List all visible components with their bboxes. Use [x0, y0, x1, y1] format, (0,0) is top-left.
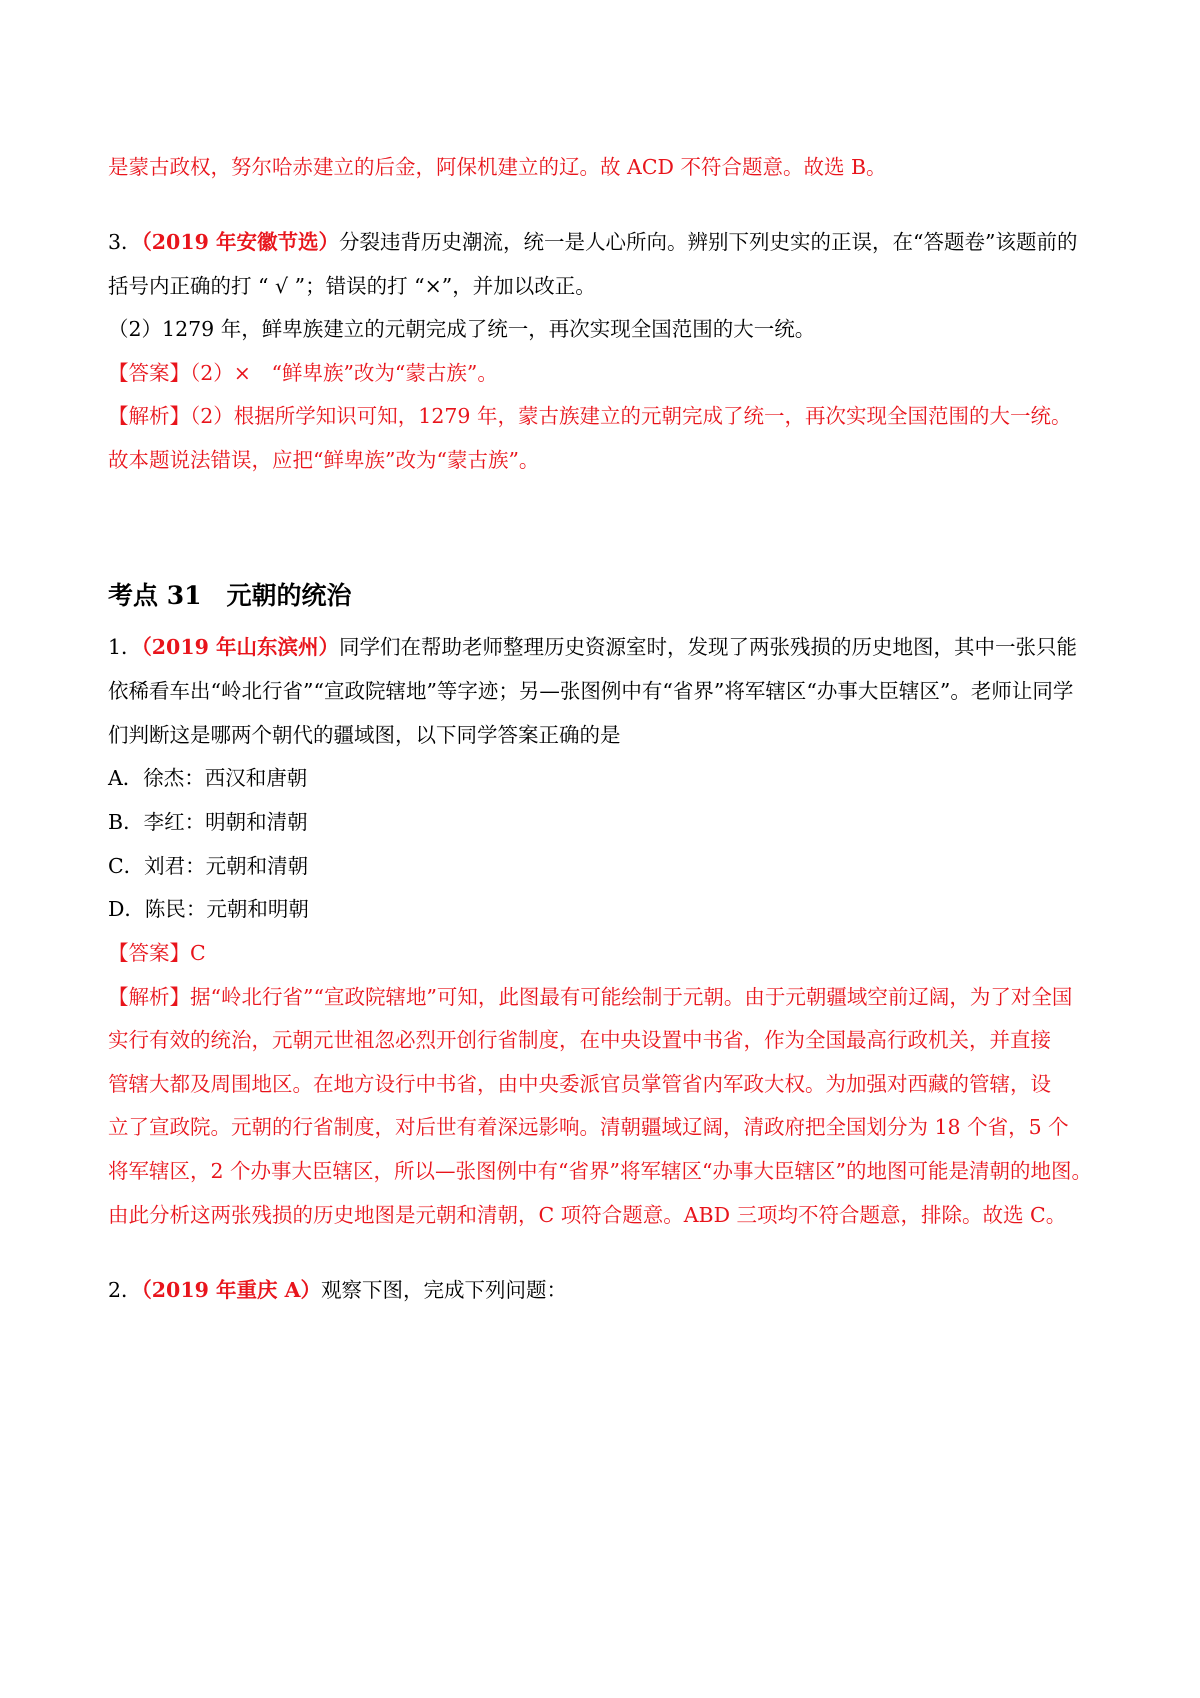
- question-1-analysis-line-6: 由此分析这两张残损的历史地图是元朝和清朝，C 项符合题意。ABD 三项均不符合题意，排除。故选 C。: [108, 1203, 1067, 1227]
- answer-text: C: [190, 941, 206, 965]
- question-stem-text: 观察下图，完成下列问题：: [321, 1278, 568, 1302]
- question-1-analysis-line-2: 实行有效的统治，元朝元世祖忽必烈开创行省制度，在中央设置中书省，作为全国最高行政机关，并直接: [108, 1028, 1051, 1052]
- answer-text: （2）× “鲜卑族”改为“蒙古族”。: [190, 361, 498, 385]
- question-3-analysis-line-1: [108, 401, 1071, 431]
- question-3-stem-line-1: [108, 227, 1077, 257]
- question-source: （2019 年重庆 A）: [141, 1278, 322, 1302]
- question-3-analysis-line-2: 故本题说法错误，应把“鲜卑族”改为“蒙古族”。: [108, 448, 540, 472]
- option-b: B．李红：明朝和清朝: [108, 810, 308, 834]
- analysis-text: （2）根据所学知识可知，1279 年，蒙古族建立的元朝完成了统一，再次实现全国范围的大一统。: [190, 404, 1072, 428]
- option-a: A．徐杰：西汉和唐朝: [108, 766, 308, 790]
- question-1-analysis-line-1: [108, 982, 1072, 1012]
- question-1-analysis-line-3: 管辖大都及周围地区。在地方设行中书省，由中央委派官员掌管省内军政大权。为加强对西藏的管辖，设: [108, 1072, 1051, 1096]
- question-1-stem-line-2: 依稀看车出“岭北行省”“宣政院辖地”等字迹；另—张图例中有“省界”将军辖区“办事大臣辖区”。老师让同学: [108, 679, 1074, 703]
- analysis-tag: 【解析】: [108, 404, 190, 428]
- question-number: 1．: [108, 635, 142, 659]
- question-3-item: （2）1279 年，鲜卑族建立的元朝完成了统一，再次实现全国范围的大一统。: [108, 317, 816, 341]
- option-d: D．陈民：元朝和明朝: [108, 897, 309, 921]
- previous-analysis-tail: 是蒙古政权，努尔哈赤建立的后金，阿保机建立的辽。故 ACD 不符合题意。故选 B。: [108, 155, 887, 179]
- question-1-answer: [108, 938, 206, 968]
- question-1-stem-line-1: [108, 632, 1077, 662]
- question-2-stem: [108, 1275, 567, 1305]
- analysis-text: 据“岭北行省”“宣政院辖地”可知，此图最有可能绘制于元朝。由于元朝疆域空前辽阔，为了对全国: [190, 985, 1073, 1009]
- section-title: 考点 31 元朝的统治: [108, 581, 352, 610]
- answer-tag: 【答案】: [108, 941, 190, 965]
- question-3-stem-line-2: 括号内正确的打 “ √ ”；错误的打 “×”，并加以改正。: [108, 274, 596, 298]
- question-number: 2．: [108, 1278, 142, 1302]
- question-number: 3．: [108, 230, 142, 254]
- question-1-analysis-line-5: 将军辖区，2 个办事大臣辖区，所以—张图例中有“省界”将军辖区“办事大臣辖区”的地图可能是清朝的地图。: [108, 1159, 1092, 1183]
- question-1-analysis-line-4: 立了宣政院。元朝的行省制度，对后世有着深远影响。清朝疆域辽阔，清政府把全国划分为 18 个省，5 个: [108, 1115, 1069, 1139]
- analysis-tag: 【解析】: [108, 985, 190, 1009]
- question-source: （2019 年安徽节选）: [141, 230, 339, 254]
- question-3-answer: [108, 358, 498, 388]
- question-stem-text: 同学们在帮助老师整理历史资源室时，发现了两张残损的历史地图，其中一张只能: [339, 635, 1077, 659]
- option-c: C．刘君：元朝和清朝: [108, 854, 309, 878]
- question-stem-text: 分裂违背历史潮流，统一是人心所向。辨别下列史实的正误，在“答题卷”该题前的: [339, 230, 1078, 254]
- question-source: （2019 年山东滨州）: [141, 635, 339, 659]
- question-1-stem-line-3: 们判断这是哪两个朝代的疆域图，以下同学答案正确的是: [108, 723, 621, 747]
- answer-tag: 【答案】: [108, 361, 190, 385]
